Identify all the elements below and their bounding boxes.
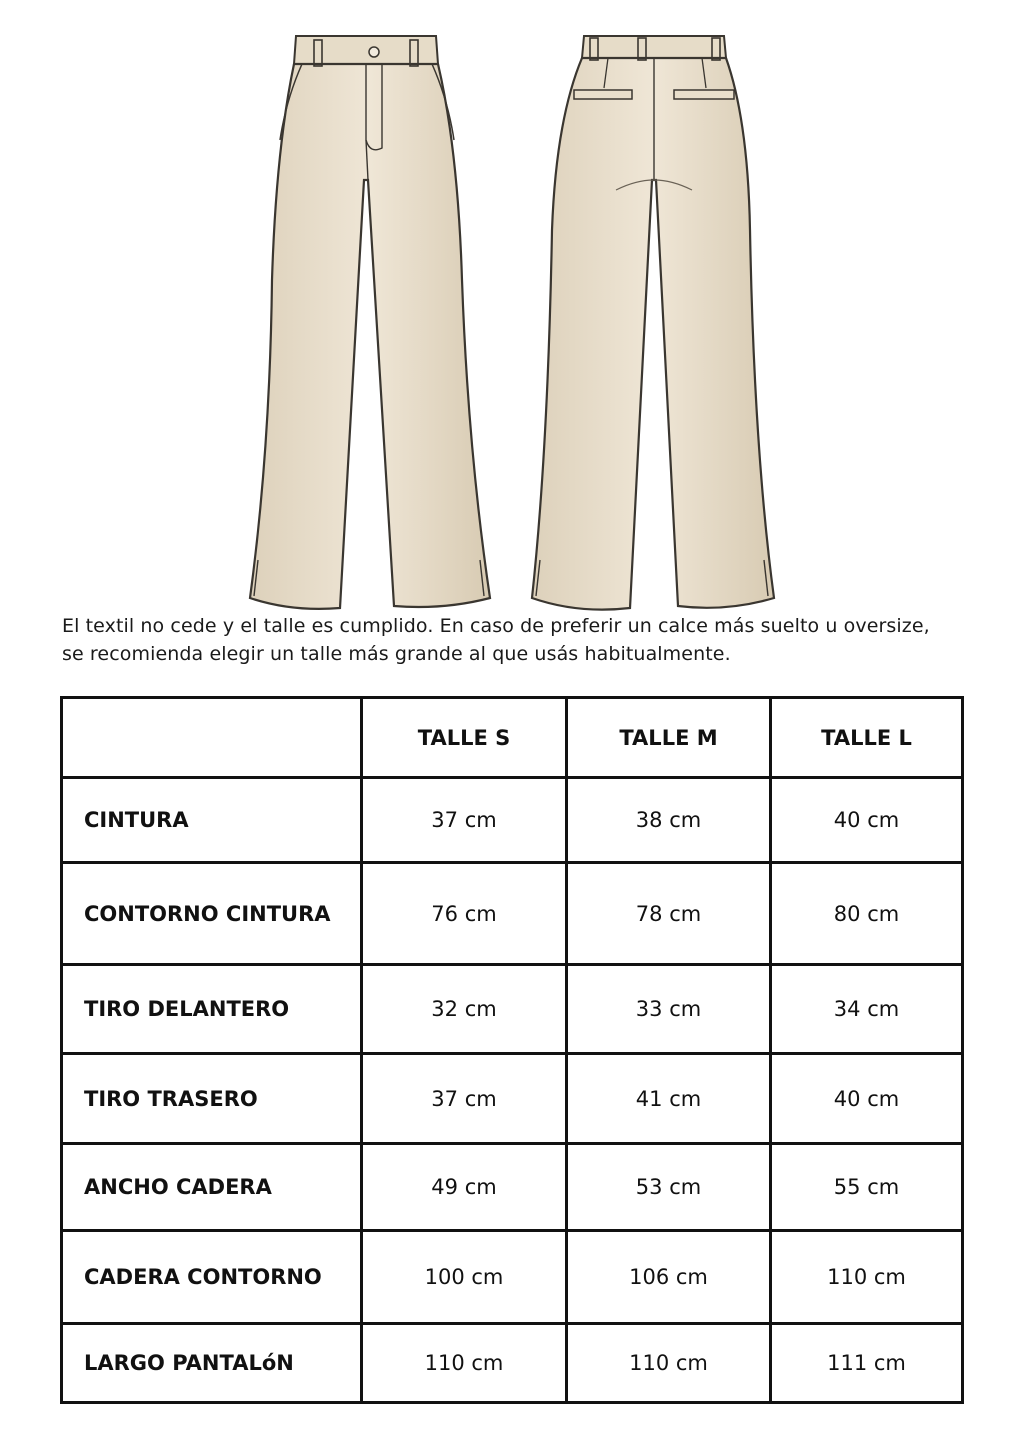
cell-value: 32 cm — [362, 965, 567, 1054]
cell-value: 40 cm — [771, 1054, 963, 1144]
table-row — [62, 1054, 963, 1144]
fit-note-line-1: El textil no cede y el talle es cumplido. En caso de preferir un calce más suelto u oversize, — [62, 615, 930, 637]
cell-value: 34 cm — [771, 965, 963, 1054]
table-row — [62, 1324, 963, 1403]
pants-front-icon — [244, 30, 504, 620]
cell-value: 78 cm — [567, 863, 771, 965]
column-header-size-l: TALLE L — [771, 698, 963, 778]
cell-value: 76 cm — [362, 863, 567, 965]
row-label-cintura: CINTURA — [62, 778, 362, 863]
cell-value: 111 cm — [771, 1324, 963, 1403]
fit-note — [62, 612, 962, 668]
row-label-largo-pantalon: LARGO PANTALóN — [62, 1324, 362, 1403]
cell-value: 40 cm — [771, 778, 963, 863]
row-label-contorno-cintura: CONTORNO CINTURA — [62, 863, 362, 965]
size-chart-table — [60, 696, 964, 1404]
pants-back-icon — [526, 30, 786, 620]
table-header-row — [62, 698, 963, 778]
cell-value: 110 cm — [567, 1324, 771, 1403]
cell-value: 53 cm — [567, 1144, 771, 1231]
row-label-tiro-trasero: TIRO TRASERO — [62, 1054, 362, 1144]
cell-value: 110 cm — [771, 1231, 963, 1324]
table-row — [62, 1144, 963, 1231]
table-row — [62, 778, 963, 863]
cell-value: 110 cm — [362, 1324, 567, 1403]
column-header-size-s: TALLE S — [362, 698, 567, 778]
cell-value: 106 cm — [567, 1231, 771, 1324]
cell-value: 100 cm — [362, 1231, 567, 1324]
cell-value: 38 cm — [567, 778, 771, 863]
table-row — [62, 965, 963, 1054]
table-corner-cell — [62, 698, 362, 778]
column-header-size-m: TALLE M — [567, 698, 771, 778]
cell-value: 49 cm — [362, 1144, 567, 1231]
row-label-cadera-contorno: CADERA CONTORNO — [62, 1231, 362, 1324]
cell-value: 55 cm — [771, 1144, 963, 1231]
table-row — [62, 863, 963, 965]
row-label-tiro-delantero: TIRO DELANTERO — [62, 965, 362, 1054]
cell-value: 33 cm — [567, 965, 771, 1054]
row-label-ancho-cadera: ANCHO CADERA — [62, 1144, 362, 1231]
cell-value: 41 cm — [567, 1054, 771, 1144]
product-illustrations — [0, 0, 1024, 620]
cell-value: 37 cm — [362, 778, 567, 863]
fit-note-line-2: se recomienda elegir un talle más grande al que usás habitualmente. — [62, 643, 731, 665]
table-row — [62, 1231, 963, 1324]
cell-value: 80 cm — [771, 863, 963, 965]
cell-value: 37 cm — [362, 1054, 567, 1144]
